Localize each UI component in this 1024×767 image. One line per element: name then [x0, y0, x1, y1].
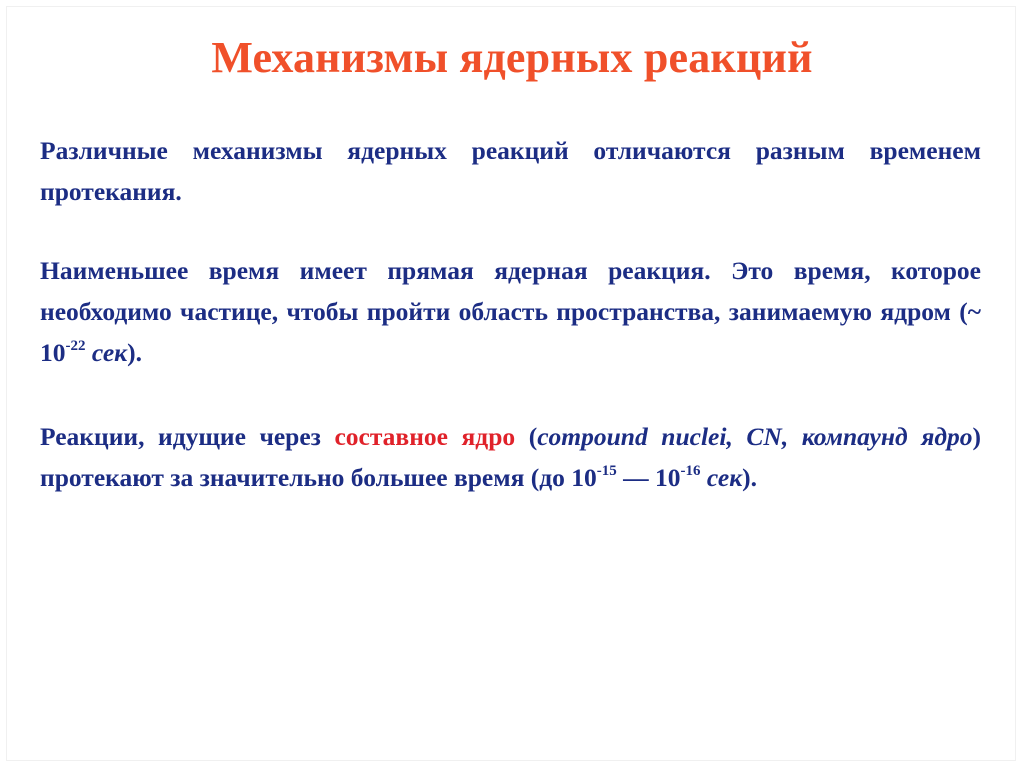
time-exponent-1: -15 — [596, 462, 617, 479]
paragraph-direct-reaction — [40, 250, 981, 373]
time-exponent: -22 — [65, 337, 86, 354]
compound-terms: compound nuclei, CN, компаунд ядро — [537, 422, 973, 451]
compound-lead: Реакции, идущие через — [40, 422, 335, 451]
time-unit: сек — [91, 338, 128, 367]
paragraph-mechanisms-text: Различные механизмы ядерных реакций отличаются разным временем протекания. — [40, 136, 981, 206]
slide-title: Механизмы ядерных реакций — [211, 33, 813, 82]
direct-reaction-text: Наименьшее время имеет прямая ядерная реакция. Это время, которое необходимо частице, чтобы пройти область пространства, занимаемую ядром (~ — [40, 256, 981, 326]
time-exponent-2: -16 — [680, 462, 701, 479]
slide-frame — [6, 6, 1016, 761]
time-base-2: 10 — [655, 463, 681, 492]
range-dash: — — [616, 463, 656, 492]
paragraph-compound-nucleus — [40, 416, 981, 498]
compound-nucleus-highlight: составное ядро — [334, 422, 516, 451]
compound-tail: ) протекают за значительно большее время (до — [40, 422, 982, 492]
compound-close: ). — [742, 463, 758, 492]
time-base-1: 10 — [571, 463, 597, 492]
time-base: 10 — [40, 338, 66, 367]
compound-open-paren: ( — [515, 422, 538, 451]
compound-time-unit: сек — [706, 463, 743, 492]
paragraph-mechanisms — [40, 130, 981, 212]
direct-reaction-close: ). — [127, 338, 142, 367]
